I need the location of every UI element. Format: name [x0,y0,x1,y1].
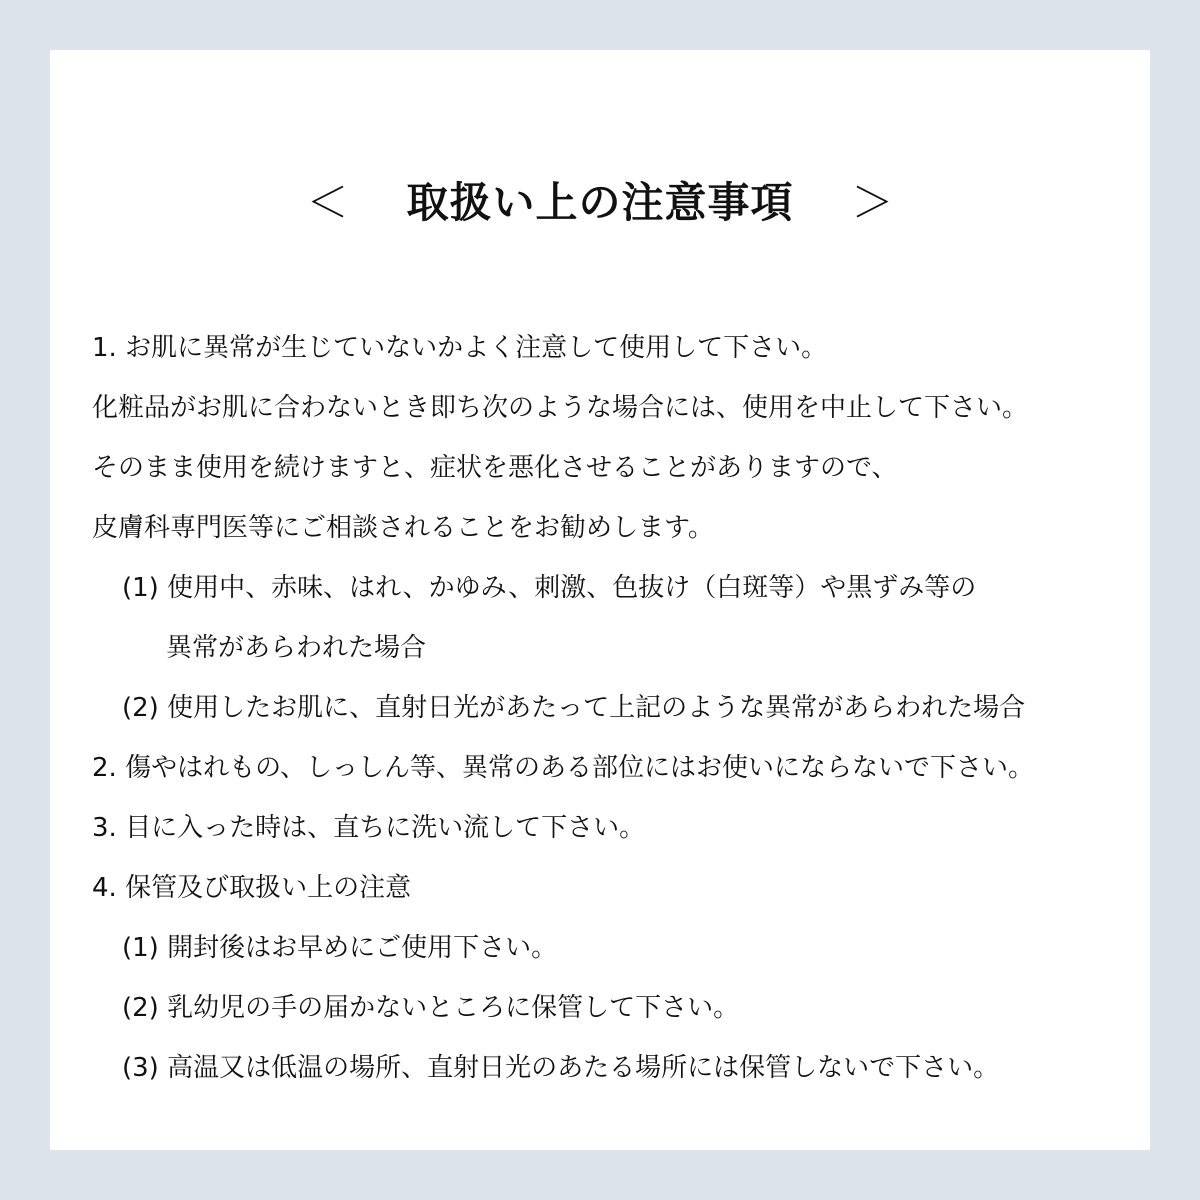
notice-subitem-4-1: (1) 開封後はお早めにご使用下さい。 [122,933,558,963]
notice-subitem-4-3: (3) 高温又は低温の場所、直射日光のあたる場所には保管しないで下さい。 [122,1053,1000,1083]
notice-item-4: 4. 保管及び取扱い上の注意 [92,873,412,903]
notice-card [50,50,1150,1150]
notice-subitem-1-1: (1) 使用中、赤味、はれ、かゆみ、刺激、色抜け（白斑等）や黒ずみ等の [122,573,977,603]
notice-item-2: 2. 傷やはれもの、しっしん等、異常のある部位にはお使いにならないで下さい。 [92,753,1035,783]
notice-subitem-1-2: (2) 使用したお肌に、直射日光があたって上記のような異常があらわれた場合 [122,693,1026,723]
title-text: 取扱い上の注意事項 [406,178,794,227]
notice-item-1: 1. お肌に異常が生じていないかよく注意して使用して下さい。 [92,333,828,363]
notice-item-3: 3. 目に入った時は、直ちに洗い流して下さい。 [92,813,646,843]
notice-subitem-1-1-continued: 異常があらわれた場合 [166,633,427,663]
notice-text-line: 化粧品がお肌に合わないとき即ち次のような場合には、使用を中止して下さい。 [92,393,1029,423]
notice-body [92,318,1140,1098]
title-right-bracket: ＞ [851,178,894,227]
notice-subitem-4-2: (2) 乳幼児の手の届かないところに保管して下さい。 [122,993,740,1023]
title-left-bracket: ＜ [306,178,349,227]
notice-text-line: 皮膚科専門医等にご相談されることをお勧めします。 [92,513,714,543]
notice-text-line: そのまま使用を続けますと、症状を悪化させることがありますので、 [92,453,898,483]
page-title [50,168,1150,238]
